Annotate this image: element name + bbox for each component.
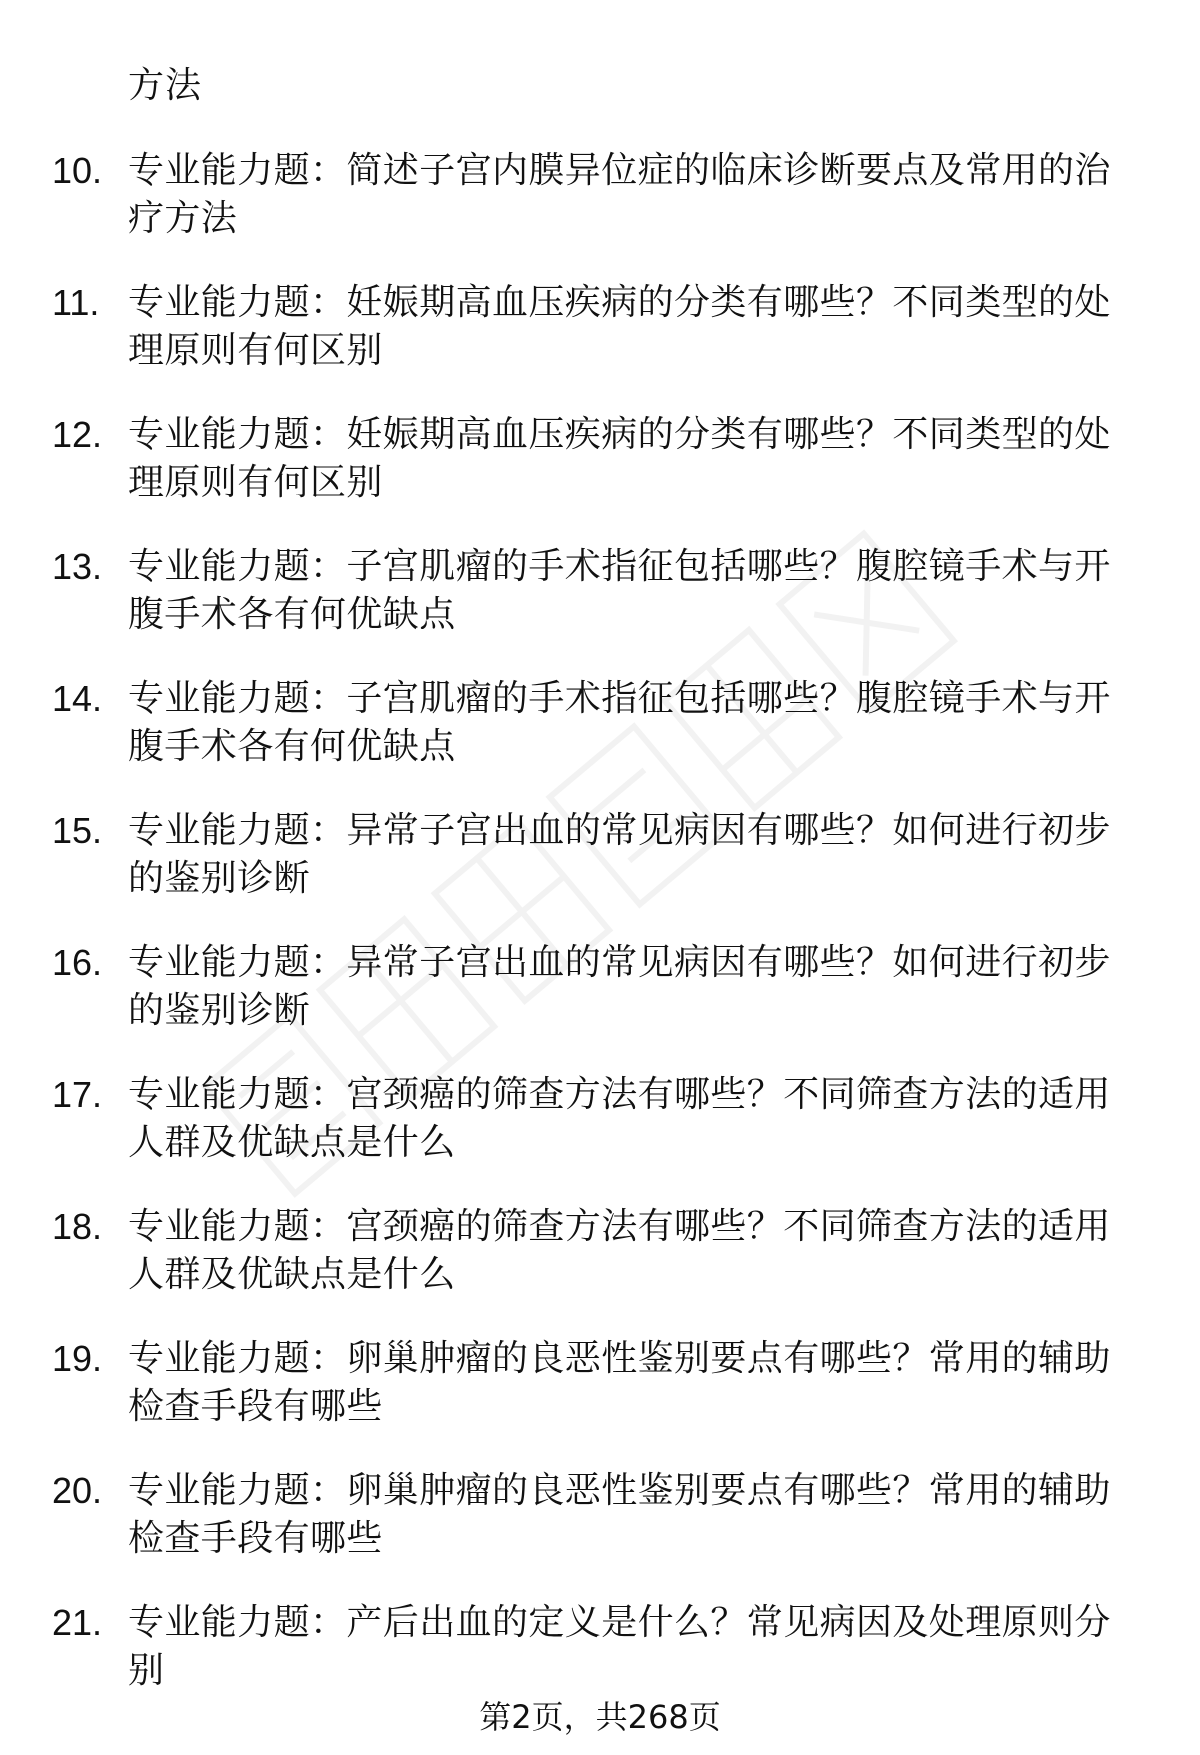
- question-item: [0, 411, 1200, 543]
- question-number: 11.: [52, 282, 100, 323]
- question-number: 20.: [52, 1470, 103, 1511]
- question-text: 专业能力题：妊娠期高血压疾病的分类有哪些？不同类型的处理原则有何区别: [128, 414, 1111, 503]
- question-number: 10.: [52, 150, 103, 191]
- question-text: 专业能力题：子宫肌瘤的手术指征包括哪些？腹腔镜手术与开腹手术各有何优缺点: [128, 678, 1111, 767]
- question-number: 12.: [52, 414, 103, 455]
- question-item: [0, 1467, 1200, 1599]
- question-number: 19.: [52, 1338, 103, 1379]
- question-number: 17.: [52, 1074, 103, 1115]
- question-item: [0, 675, 1200, 807]
- question-number: 16.: [52, 942, 103, 983]
- question-text: 专业能力题：产后出血的定义是什么？常见病因及处理原则分别: [128, 1602, 1111, 1691]
- question-item: [0, 1071, 1200, 1203]
- continuation-text: 方法: [128, 65, 203, 106]
- question-item: [0, 147, 1200, 279]
- question-text: 专业能力题：卵巢肿瘤的良恶性鉴别要点有哪些？常用的辅助检查手段有哪些: [128, 1338, 1111, 1427]
- question-number: 13.: [52, 546, 103, 587]
- question-text: 专业能力题：异常子宫出血的常见病因有哪些？如何进行初步的鉴别诊断: [128, 810, 1111, 899]
- question-text: 专业能力题：简述子宫内膜异位症的临床诊断要点及常用的治疗方法: [128, 150, 1111, 239]
- question-item: [0, 543, 1200, 675]
- question-text: 专业能力题：宫颈癌的筛查方法有哪些？不同筛查方法的适用人群及优缺点是什么: [128, 1074, 1111, 1163]
- question-number: 21.: [52, 1602, 103, 1643]
- page-footer: 第2页，共268页: [479, 1698, 721, 1736]
- question-number: 15.: [52, 810, 103, 851]
- question-text: 专业能力题：宫颈癌的筛查方法有哪些？不同筛查方法的适用人群及优缺点是什么: [128, 1206, 1111, 1295]
- question-text: 专业能力题：妊娠期高血压疾病的分类有哪些？不同类型的处理原则有何区别: [128, 282, 1111, 371]
- question-list: [0, 147, 1200, 1731]
- question-item: [0, 939, 1200, 1071]
- question-number: 14.: [52, 678, 103, 719]
- question-text: 专业能力题：卵巢肿瘤的良恶性鉴别要点有哪些？常用的辅助检查手段有哪些: [128, 1470, 1111, 1559]
- question-text: 专业能力题：子宫肌瘤的手术指征包括哪些？腹腔镜手术与开腹手术各有何优缺点: [128, 546, 1111, 635]
- question-text: 专业能力题：异常子宫出血的常见病因有哪些？如何进行初步的鉴别诊断: [128, 942, 1111, 1031]
- question-item: [0, 807, 1200, 939]
- question-number: 18.: [52, 1206, 103, 1247]
- question-item: [0, 1203, 1200, 1335]
- question-item: [0, 1335, 1200, 1467]
- question-item: [0, 279, 1200, 411]
